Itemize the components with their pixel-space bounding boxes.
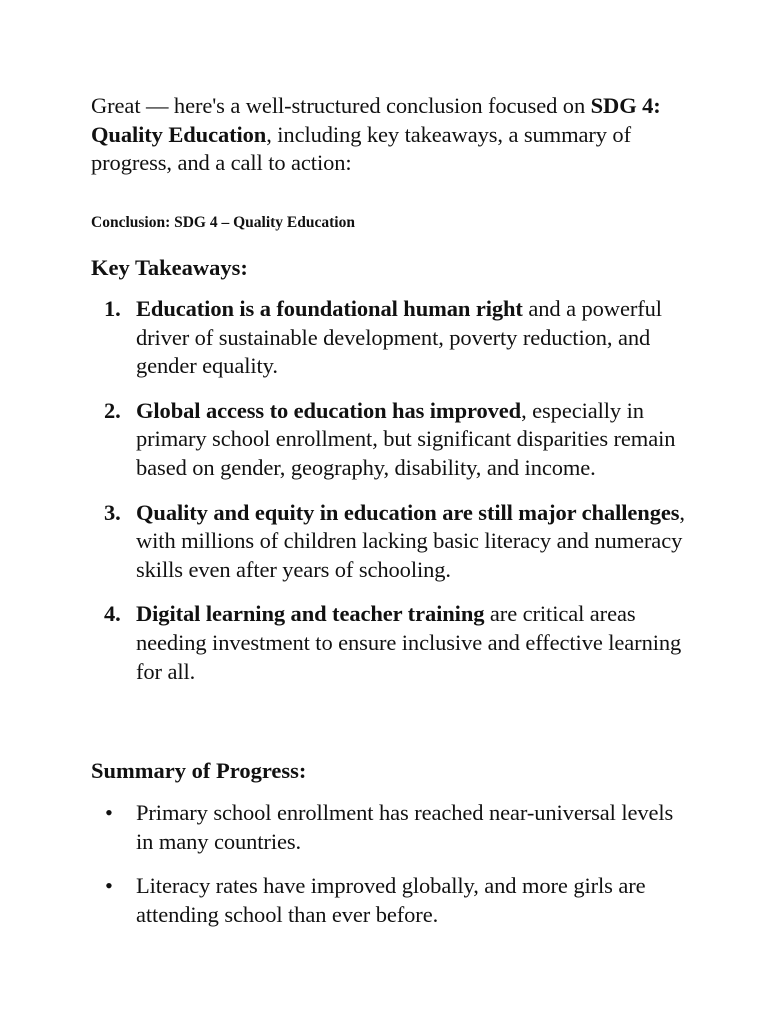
bullet-marker: • xyxy=(105,873,113,899)
takeaway-item-4 xyxy=(91,600,691,686)
intro-text-end: , including key takeaways, a summary of progress, and a call to action: xyxy=(91,121,631,175)
bullet-marker: • xyxy=(105,800,113,825)
intro-paragraph xyxy=(91,92,691,178)
key-takeaways-heading: Key Takeaways: xyxy=(91,255,248,280)
progress-list xyxy=(91,799,691,929)
key-takeaways-list xyxy=(91,295,691,686)
takeaway-bold: Digital learning and teacher training xyxy=(136,601,485,627)
takeaway-number: 1. xyxy=(104,296,121,321)
progress-item-2 xyxy=(91,872,691,929)
takeaway-item-2 xyxy=(91,397,691,483)
takeaway-text: , especially in primary school enrollment, but significant disparities remain based on gender, geography, disability, and income. xyxy=(136,397,676,480)
intro-sdg-emphasis: SDG 4: Quality Education xyxy=(91,93,661,147)
takeaway-text: are critical areas needing investment to ensure inclusive and effective learning for all. xyxy=(136,601,682,684)
takeaway-bold: Education is a foundational human right xyxy=(136,296,523,321)
takeaway-number: 2. xyxy=(104,397,121,423)
takeaway-text: , with millions of children lacking basic literacy and numeracy skills even after years of schooling. xyxy=(136,499,685,582)
takeaway-text: and a powerful driver of sustainable development, poverty reduction, and gender equality. xyxy=(136,296,662,379)
progress-item-1 xyxy=(91,799,691,856)
takeaway-number: 3. xyxy=(104,499,121,525)
takeaway-item-3 xyxy=(91,499,691,585)
takeaway-bold: Global access to education has improved xyxy=(136,397,522,423)
progress-text: Literacy rates have improved globally, and more girls are attending school than ever before. xyxy=(136,873,646,927)
takeaway-number: 4. xyxy=(104,601,121,627)
progress-text: Primary school enrollment has reached near-universal levels in many countries. xyxy=(136,800,674,854)
intro-text-start: Great — here's a well-structured conclusion focused on xyxy=(91,93,591,118)
takeaway-bold: Quality and equity in education are still major challenges xyxy=(136,499,680,525)
summary-of-progress-heading: Summary of Progress: xyxy=(91,758,307,783)
document-page xyxy=(91,92,691,927)
conclusion-title: Conclusion: SDG 4 – Quality Education xyxy=(91,214,355,231)
takeaway-item-1 xyxy=(91,295,691,381)
